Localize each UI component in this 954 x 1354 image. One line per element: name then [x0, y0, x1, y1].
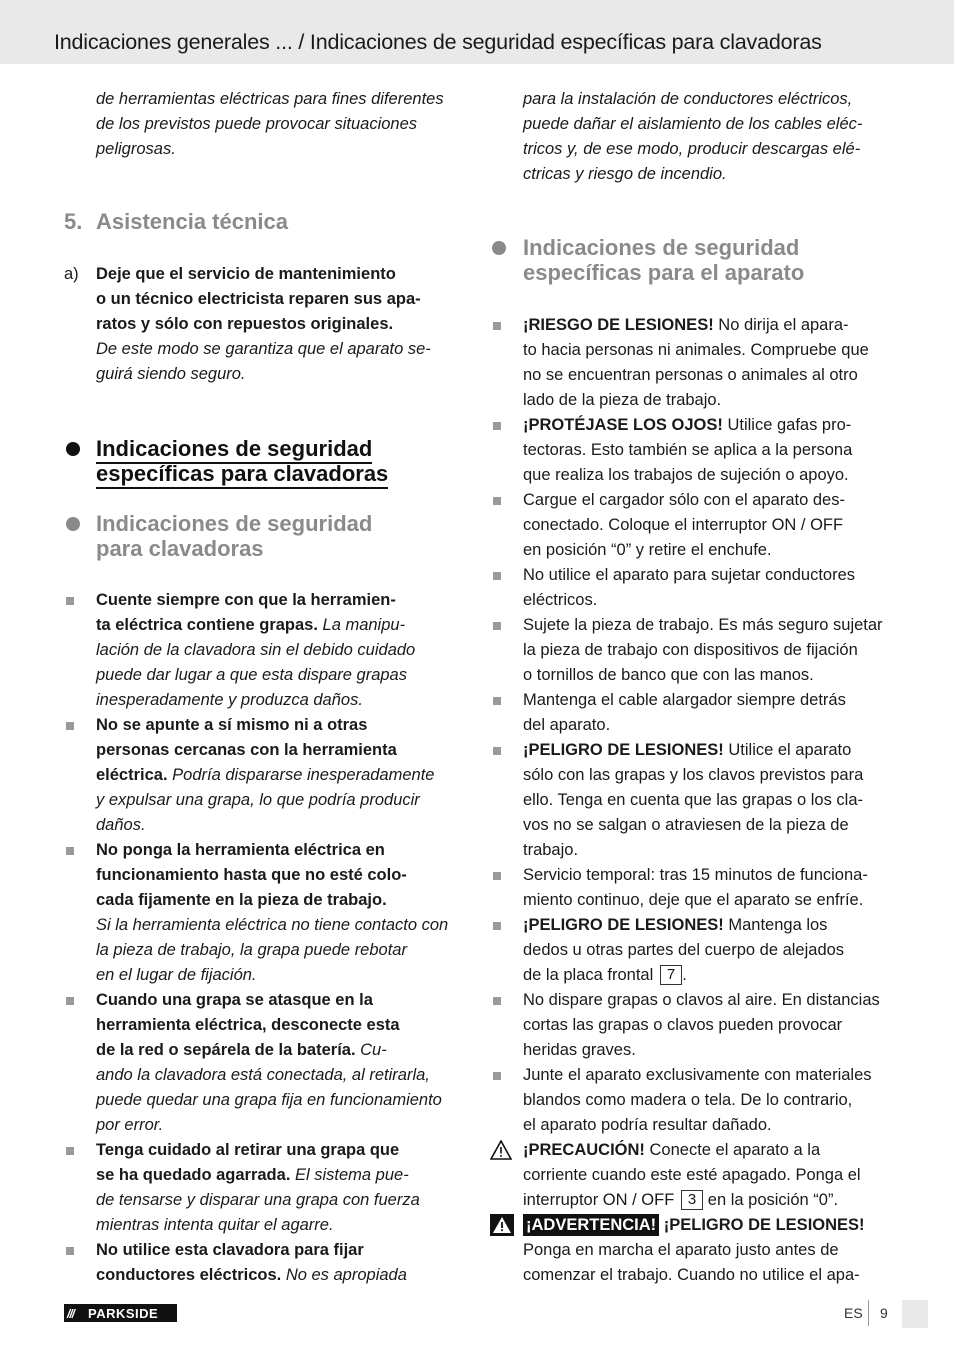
italic-text: por error.	[96, 1116, 164, 1134]
block-line	[523, 1238, 893, 1263]
left-intro-line: peligrosas.	[96, 140, 176, 158]
bullet-line	[96, 863, 466, 888]
bullet-line	[96, 638, 466, 663]
bullet-line	[523, 438, 893, 463]
body-text: Mantenga el cable alargador siempre detrás	[523, 691, 846, 709]
left-intro-line: de los previstos puede provocar situaciones	[96, 115, 418, 133]
square-bullet-icon	[493, 922, 501, 930]
italic-text: puede quedar una grapa fija en funcionamiento	[96, 1091, 442, 1109]
square-bullet-icon	[493, 497, 501, 505]
bullet-item	[96, 1238, 466, 1288]
bold-text: cada fijamente en la pieza de trabajo.	[96, 891, 387, 909]
italic-text: Podría dispararse inesperadamente	[167, 766, 435, 784]
bullet-item	[523, 988, 893, 1063]
bullet-line	[96, 988, 466, 1013]
heading-main	[96, 436, 466, 486]
bullet-item	[523, 413, 893, 488]
body-text: .	[682, 966, 687, 984]
right-intro-line: para la instalación de conductores eléctricos,	[523, 90, 853, 108]
body-text: dedos u otras partes del cuerpo de alejados	[523, 941, 845, 959]
item-a-bold-line: o un técnico electricista reparen sus apa-	[96, 290, 421, 308]
bullet-line	[96, 1263, 466, 1288]
body-text: to hacia personas ni animales. Compruebe que	[523, 341, 869, 359]
italic-text: en el lugar de fijación.	[96, 966, 257, 984]
body-text: sólo con las grapas y los clavos previstos para	[523, 766, 864, 784]
bullet-line	[523, 888, 893, 913]
bullet-line	[96, 838, 466, 863]
bullet-line	[96, 1013, 466, 1038]
bullet-line	[523, 988, 893, 1013]
body-text: No utilice el aparato para sujetar conductores	[523, 566, 856, 584]
bold-text: Tenga cuidado al retirar una grapa que	[96, 1141, 400, 1159]
bullet-line	[523, 813, 893, 838]
section-title: Asistencia técnica	[96, 209, 288, 234]
bullet-item	[523, 563, 893, 613]
block-line	[523, 1213, 893, 1238]
bold-text: ¡PRECAUCIÓN!	[523, 1141, 645, 1159]
bold-text: ¡RIESGO DE LESIONES!	[523, 316, 714, 334]
bullet-line	[96, 1188, 466, 1213]
square-bullet-icon	[66, 597, 74, 605]
right-intro-line: tricos y, de ese modo, producir descargas elé-	[523, 140, 861, 158]
parkside-logo	[64, 1304, 177, 1322]
body-text: No dirija el apara-	[713, 316, 849, 334]
body-text: vos no se salgan o atraviesen de la pieza de	[523, 816, 849, 834]
bullet-item	[96, 838, 466, 988]
bold-text: personas cercanas con la herramienta	[96, 741, 397, 759]
body-text: cortas las grapas o clavos pueden provocar	[523, 1016, 843, 1034]
footer-tab-marker	[902, 1300, 928, 1328]
bullet-line	[523, 613, 893, 638]
bold-text: ¡PROTÉJASE LOS OJOS!	[523, 416, 723, 434]
bullet-line	[523, 513, 893, 538]
block-line	[523, 1188, 893, 1213]
body-text: conectado. Coloque el interruptor ON / OFF	[523, 516, 844, 534]
italic-text: puede dar lugar a que esta dispare grapas	[96, 666, 407, 684]
bullet-line	[523, 713, 893, 738]
part-number-box: 3	[681, 1190, 703, 1210]
heading-apparatus-line: específicas para el aparato	[523, 260, 805, 285]
bullet-item	[96, 713, 466, 838]
block-line	[523, 1263, 893, 1288]
bold-text: de la red o sepárela de la batería.	[96, 1041, 356, 1059]
bullet-line	[523, 313, 893, 338]
bold-text: eléctrica.	[96, 766, 168, 784]
bold-text: se ha quedado agarrada.	[96, 1166, 291, 1184]
square-bullet-icon	[66, 1147, 74, 1155]
bullet-item	[96, 588, 466, 713]
italic-text: daños.	[96, 816, 146, 834]
item-marker: a)	[64, 265, 79, 283]
bullet-line	[96, 1113, 466, 1138]
heading-apparatus	[523, 235, 893, 285]
block-line	[523, 1138, 893, 1163]
body-text: tectoras. Esto también se aplica a la persona	[523, 441, 853, 459]
square-bullet-icon	[493, 997, 501, 1005]
bullet-line	[523, 1013, 893, 1038]
body-text: ello. Tenga en cuenta que las grapas o los cla-	[523, 791, 864, 809]
bullet-item	[523, 863, 893, 913]
body-text: Utilice el aparato	[723, 741, 852, 759]
italic-text: mientras intenta quitar el agarre.	[96, 1216, 334, 1234]
body-text: Conecte el aparato a la	[644, 1141, 821, 1159]
part-number-box: 7	[660, 965, 682, 985]
bullet-line	[96, 1038, 466, 1063]
right-intro	[523, 87, 893, 187]
bold-text: ¡PELIGRO DE LESIONES!	[523, 916, 724, 934]
body-text: eléctricos.	[523, 591, 598, 609]
body-text: lado de la pieza de trabajo.	[523, 391, 722, 409]
caution-block	[523, 1138, 893, 1213]
bold-text: No se apunte a sí mismo ni a otras	[96, 716, 368, 734]
body-text: Cargue el cargador sólo con el aparato des-	[523, 491, 845, 509]
heading-sub-line: Indicaciones de seguridad	[96, 511, 373, 536]
square-bullet-icon	[66, 722, 74, 730]
heading-main-line: específicas para clavadoras	[96, 461, 388, 489]
heading-apparatus-line: Indicaciones de seguridad	[523, 235, 800, 260]
page-header	[0, 0, 954, 64]
bullet-item	[523, 488, 893, 563]
right-intro-line: puede dañar el aislamiento de los cables eléc-	[523, 115, 863, 133]
bullet-line	[523, 1088, 893, 1113]
square-bullet-icon	[493, 1072, 501, 1080]
italic-text: de tensarse y disparar una grapa con fuerza	[96, 1191, 420, 1209]
caution-triangle-icon	[490, 1140, 512, 1160]
bullet-dot-icon	[66, 442, 80, 456]
body-text: corriente cuando este esté apagado. Ponga el	[523, 1166, 861, 1184]
footer-divider	[868, 1300, 869, 1326]
body-text: No dispare grapas o clavos al aire. En distancias	[523, 991, 880, 1009]
warning-triangle-icon	[490, 1214, 514, 1236]
bullet-line	[96, 813, 466, 838]
language-code: ES	[844, 1305, 863, 1321]
square-bullet-icon	[493, 697, 501, 705]
page-title: Indicaciones generales ... / Indicaciones de seguridad específicas para clavadoras	[54, 30, 822, 54]
item-a-bold-line: ratos y sólo con repuestos originales.	[96, 315, 394, 333]
bullet-item	[523, 688, 893, 738]
item-a-italic-line: De este modo se garantiza que el aparato se-	[96, 340, 431, 358]
heading-sub	[96, 511, 466, 561]
bullet-line	[523, 1063, 893, 1088]
bullet-line	[523, 588, 893, 613]
body-text: o tornillos de banco que con las manos.	[523, 666, 814, 684]
body-text: no se encuentran personas o animales al otro	[523, 366, 858, 384]
bullet-line	[96, 763, 466, 788]
body-text: Servicio temporal: tras 15 minutos de funciona-	[523, 866, 868, 884]
body-text: trabajo.	[523, 841, 579, 859]
bold-text: ¡PELIGRO DE LESIONES!	[659, 1216, 865, 1234]
bullet-item	[523, 738, 893, 863]
bullet-item	[523, 613, 893, 688]
block-line	[523, 1163, 893, 1188]
heading-main-line: Indicaciones de seguridad	[96, 436, 372, 464]
bullet-line	[523, 838, 893, 863]
heading-sub-line: para clavadoras	[96, 536, 264, 561]
right-intro-line: ctricas y riesgo de incendio.	[523, 165, 727, 183]
bullet-line	[523, 363, 893, 388]
bullet-dot-icon	[66, 517, 80, 531]
bullet-dot-icon	[492, 241, 506, 255]
body-text: heridas graves.	[523, 1041, 636, 1059]
body-text: comenzar el trabajo. Cuando no utilice el apa-	[523, 1266, 860, 1284]
bullet-line	[523, 688, 893, 713]
italic-text: No es apropiada	[281, 1266, 407, 1284]
bullet-item	[96, 1138, 466, 1238]
bullet-line	[523, 1113, 893, 1138]
bullet-item	[523, 1063, 893, 1138]
italic-text: inesperadamente y produzca daños.	[96, 691, 363, 709]
bullet-line	[523, 763, 893, 788]
bullet-line	[523, 338, 893, 363]
bullet-line	[96, 713, 466, 738]
bullet-line	[96, 1088, 466, 1113]
bold-text: herramienta eléctrica, desconecte esta	[96, 1016, 400, 1034]
bullet-line	[96, 663, 466, 688]
body-text: de la placa frontal	[523, 966, 658, 984]
item-a-italic-line: guirá siendo seguro.	[96, 365, 246, 383]
italic-text: La manipu-	[317, 616, 406, 634]
body-text: en posición “0” y retire el enchufe.	[523, 541, 772, 559]
body-text: Utilice gafas pro-	[722, 416, 852, 434]
square-bullet-icon	[493, 872, 501, 880]
bullet-line	[96, 788, 466, 813]
body-text: el aparato podría resultar dañado.	[523, 1116, 772, 1134]
item-a-text	[96, 262, 466, 387]
italic-text: Cu-	[355, 1041, 387, 1059]
body-text: Ponga en marcha el aparato justo antes de	[523, 1241, 839, 1259]
bullet-line	[523, 913, 893, 938]
bullet-line	[523, 563, 893, 588]
bullet-item	[96, 988, 466, 1138]
page-number: 9	[880, 1305, 888, 1321]
bullet-line	[96, 1063, 466, 1088]
bullet-line	[523, 413, 893, 438]
bullet-line	[96, 688, 466, 713]
italic-text: ando la clavadora está conectada, al retirarla,	[96, 1066, 430, 1084]
bullet-line	[523, 388, 893, 413]
bullet-line	[523, 738, 893, 763]
bullet-line	[523, 1038, 893, 1063]
bold-text: No ponga la herramienta eléctrica en	[96, 841, 385, 859]
bold-text: No utilice esta clavadora para fijar	[96, 1241, 364, 1259]
bullet-line	[523, 463, 893, 488]
bullet-item	[523, 913, 893, 988]
bullet-line	[523, 488, 893, 513]
square-bullet-icon	[66, 997, 74, 1005]
bullet-line	[523, 538, 893, 563]
bullet-line	[96, 1138, 466, 1163]
bullet-item	[523, 313, 893, 413]
body-text: blandos como madera o tela. De lo contrario,	[523, 1091, 853, 1109]
square-bullet-icon	[493, 422, 501, 430]
body-text: la pieza de trabajo con dispositivos de fijación	[523, 641, 858, 659]
square-bullet-icon	[66, 847, 74, 855]
bold-text: Cuando una grapa se atasque en la	[96, 991, 373, 1009]
bullet-line	[96, 1238, 466, 1263]
italic-text: lación de la clavadora sin el debido cuidado	[96, 641, 416, 659]
bullet-line	[523, 788, 893, 813]
bullet-line	[96, 1163, 466, 1188]
body-text: que realiza los trabajos de sujeción o apoyo.	[523, 466, 849, 484]
body-text: Junte el aparato exclusivamente con materiales	[523, 1066, 872, 1084]
warning-banner: ¡ADVERTENCIA!	[523, 1214, 659, 1236]
body-text: Sujete la pieza de trabajo. Es más seguro sujetar	[523, 616, 883, 634]
bullet-line	[96, 588, 466, 613]
left-intro-line: de herramientas eléctricas para fines diferentes	[96, 90, 444, 108]
body-text: del aparato.	[523, 716, 611, 734]
section-number: 5.	[64, 209, 83, 234]
square-bullet-icon	[66, 1247, 74, 1255]
bullet-line	[523, 963, 893, 988]
left-intro	[96, 87, 466, 162]
square-bullet-icon	[493, 747, 501, 755]
bullet-line	[96, 913, 466, 938]
italic-text: y expulsar una grapa, lo que podría producir	[96, 791, 420, 809]
body-text: interruptor ON / OFF	[523, 1191, 679, 1209]
italic-text: El sistema pue-	[290, 1166, 409, 1184]
square-bullet-icon	[493, 322, 501, 330]
body-text: Mantenga los	[723, 916, 828, 934]
bullet-line	[96, 963, 466, 988]
bullet-line	[523, 938, 893, 963]
bold-text: Cuente siempre con que la herramien-	[96, 591, 396, 609]
bold-text: ¡PELIGRO DE LESIONES!	[523, 741, 724, 759]
item-a-bold-line: Deje que el servicio de mantenimiento	[96, 265, 396, 283]
body-text: en la posición “0”.	[703, 1191, 839, 1209]
bold-text: ta eléctrica contiene grapas.	[96, 616, 318, 634]
bullet-line	[523, 863, 893, 888]
square-bullet-icon	[493, 622, 501, 630]
body-text: miento continuo, deje que el aparato se enfríe.	[523, 891, 864, 909]
bold-text: funcionamiento hasta que no esté colo-	[96, 866, 407, 884]
logo-stripes: ///	[67, 1307, 75, 1321]
logo-text: PARKSIDE	[88, 1306, 159, 1321]
bullet-line	[96, 613, 466, 638]
bullet-line	[96, 938, 466, 963]
bullet-line	[523, 638, 893, 663]
italic-text: Si la herramienta eléctrica no tiene contacto con	[96, 916, 449, 934]
bullet-line	[96, 738, 466, 763]
italic-text: la pieza de trabajo, la grapa puede rebotar	[96, 941, 407, 959]
warning-block	[523, 1213, 893, 1288]
bullet-line	[96, 888, 466, 913]
bullet-line	[523, 663, 893, 688]
bold-text: conductores eléctricos.	[96, 1266, 282, 1284]
square-bullet-icon	[493, 572, 501, 580]
bullet-line	[96, 1213, 466, 1238]
